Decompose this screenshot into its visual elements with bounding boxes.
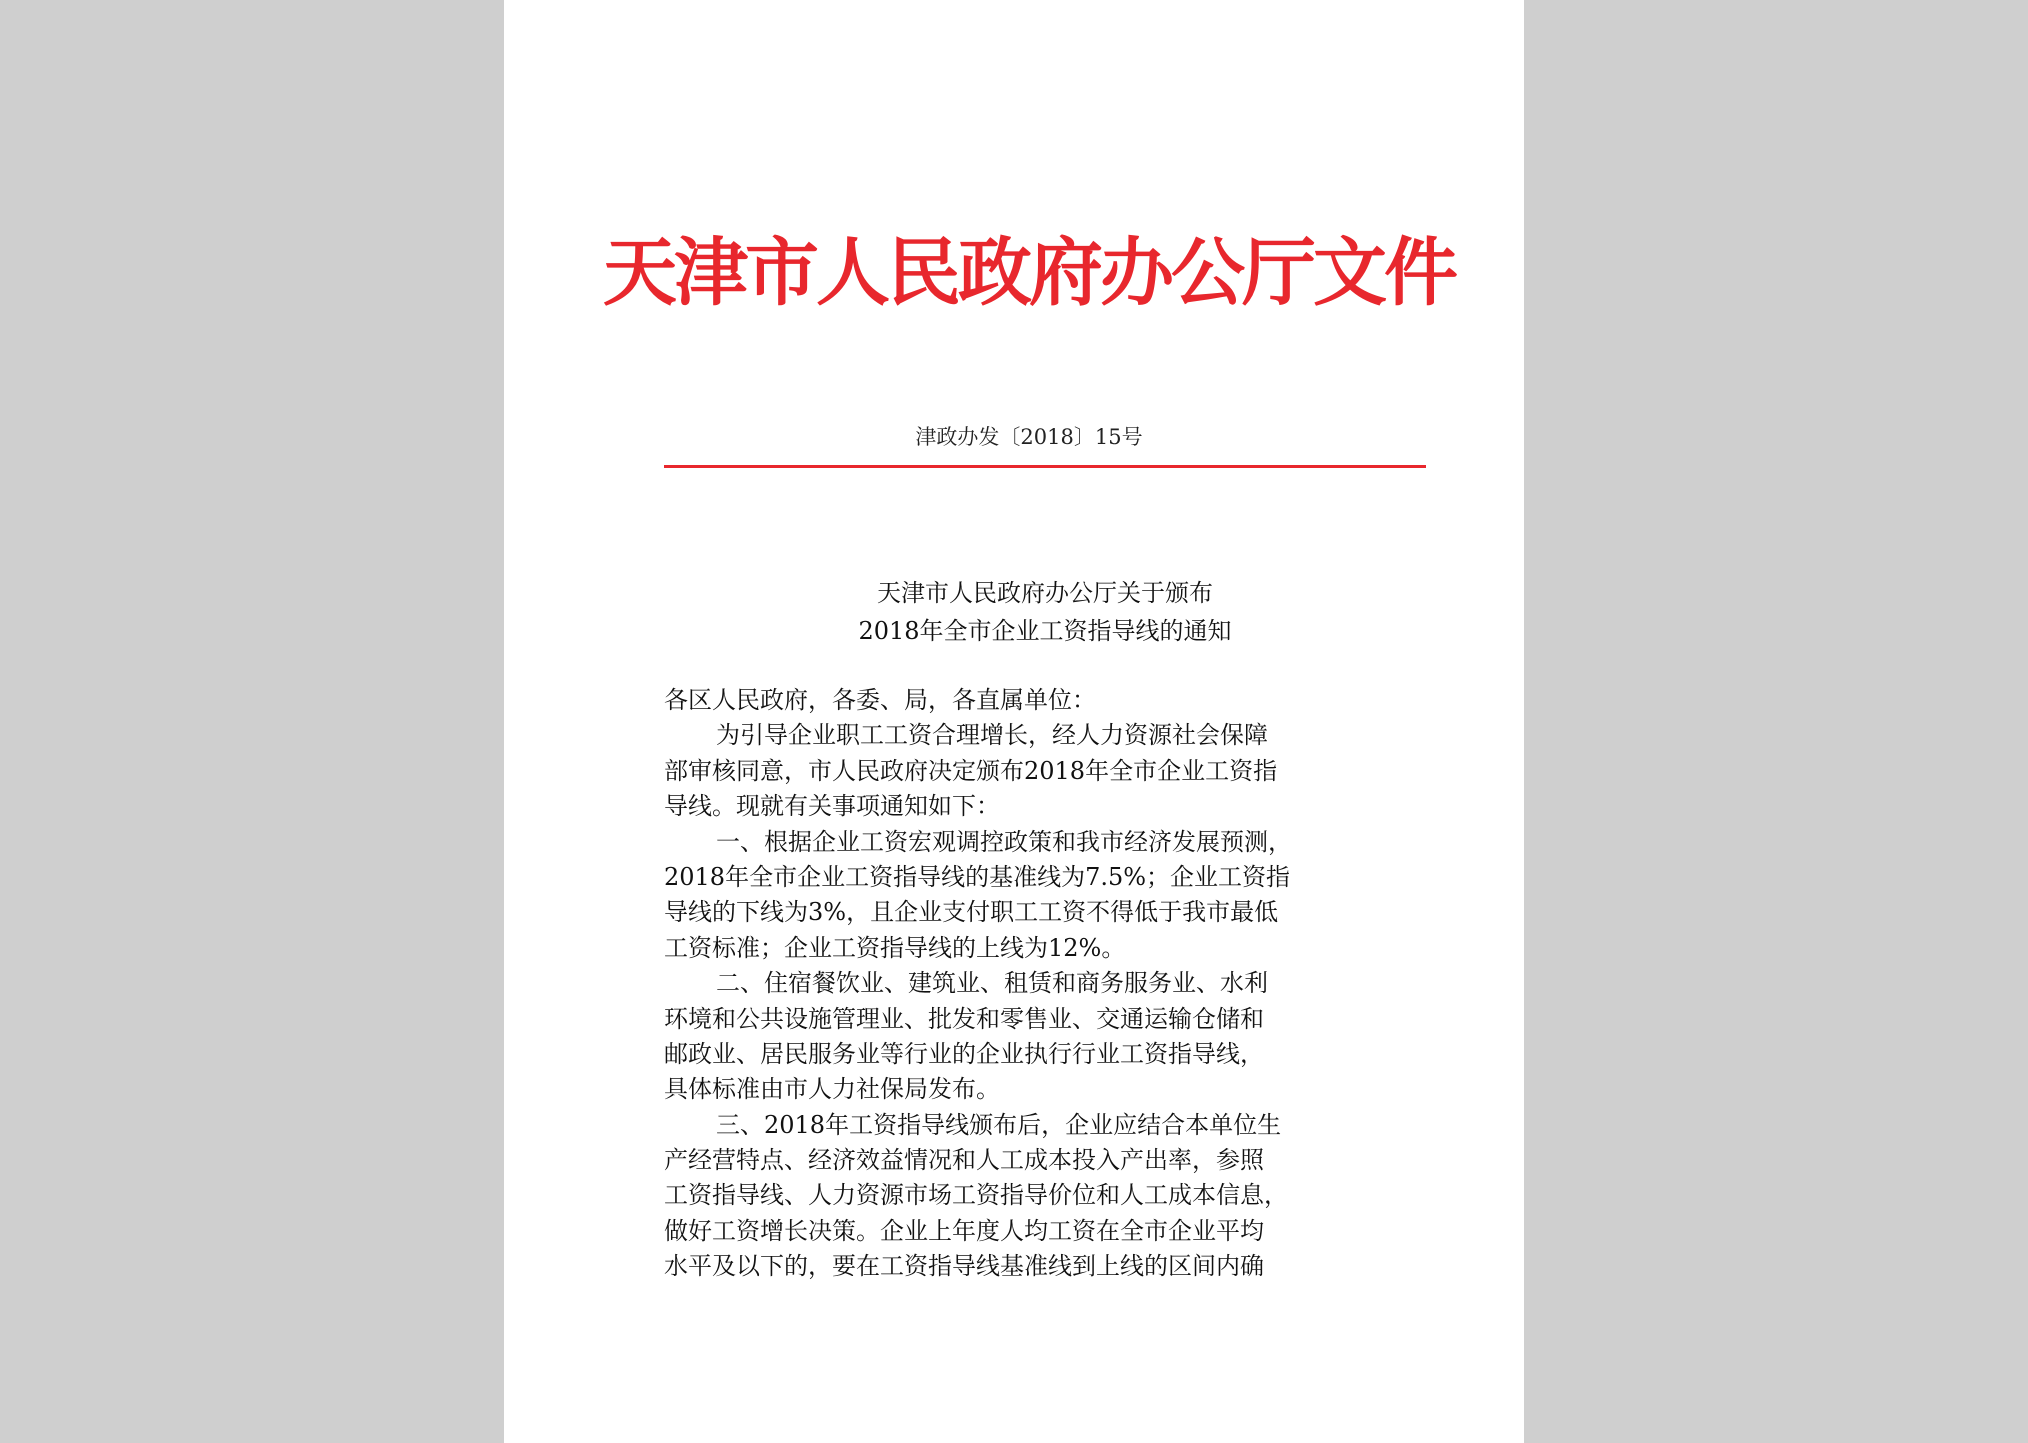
- body-text-line: 导线。现就有关事项通知如下：: [664, 792, 1000, 821]
- body-text-line: 邮政业、居民服务业等行业的企业执行行业工资指导线，: [664, 1039, 1264, 1068]
- body-text-line: 2018年全市企业工资指导线的基准线为7.5%；企业工资指: [664, 862, 1291, 891]
- body-text-line: 工资指导线、人力资源市场工资指导价位和人工成本信息，: [664, 1181, 1288, 1210]
- body-text-line: 环境和公共设施管理业、批发和零售业、交通运输仓储和: [664, 1004, 1264, 1033]
- body-text-line: 三、2018年工资指导线颁布后，企业应结合本单位生: [716, 1110, 1282, 1139]
- document-page: [504, 0, 1524, 1443]
- document-header-title: 天津市人民政府办公厅文件: [603, 230, 1455, 316]
- body-text-line: 做好工资增长决策。企业上年度人均工资在全市企业平均: [664, 1216, 1264, 1245]
- body-text-line: 导线的下线为3%，且企业支付职工工资不得低于我市最低: [664, 898, 1279, 927]
- body-text-line: 产经营特点、经济效益情况和人工成本投入产出率，参照: [664, 1146, 1264, 1175]
- document-number: 津政办发〔2018〕15号: [915, 425, 1143, 449]
- body-text-line: 一、根据企业工资宏观调控政策和我市经济发展预测，: [716, 827, 1292, 856]
- body-text-line: 二、住宿餐饮业、建筑业、租赁和商务服务业、水利: [716, 969, 1268, 998]
- document-body: [664, 683, 1384, 1285]
- body-text-line: 水平及以下的，要在工资指导线基准线到上线的区间内确: [664, 1252, 1264, 1281]
- red-divider-line: [664, 465, 1426, 468]
- body-text-line: 工资标准；企业工资指导线的上线为12%。: [664, 933, 1126, 962]
- notice-title-line: 天津市人民政府办公厅关于颁布: [877, 579, 1213, 607]
- notice-title: [664, 574, 1426, 650]
- body-text-line: 为引导企业职工工资合理增长，经人力资源社会保障: [716, 721, 1268, 750]
- body-text-line: 部审核同意，市人民政府决定颁布2018年全市企业工资指: [664, 756, 1278, 785]
- notice-title-line: 2018年全市企业工资指导线的通知: [858, 617, 1232, 645]
- body-text-line: 具体标准由市人力社保局发布。: [664, 1075, 1000, 1104]
- body-text-line: 各区人民政府，各委、局，各直属单位：: [664, 686, 1096, 714]
